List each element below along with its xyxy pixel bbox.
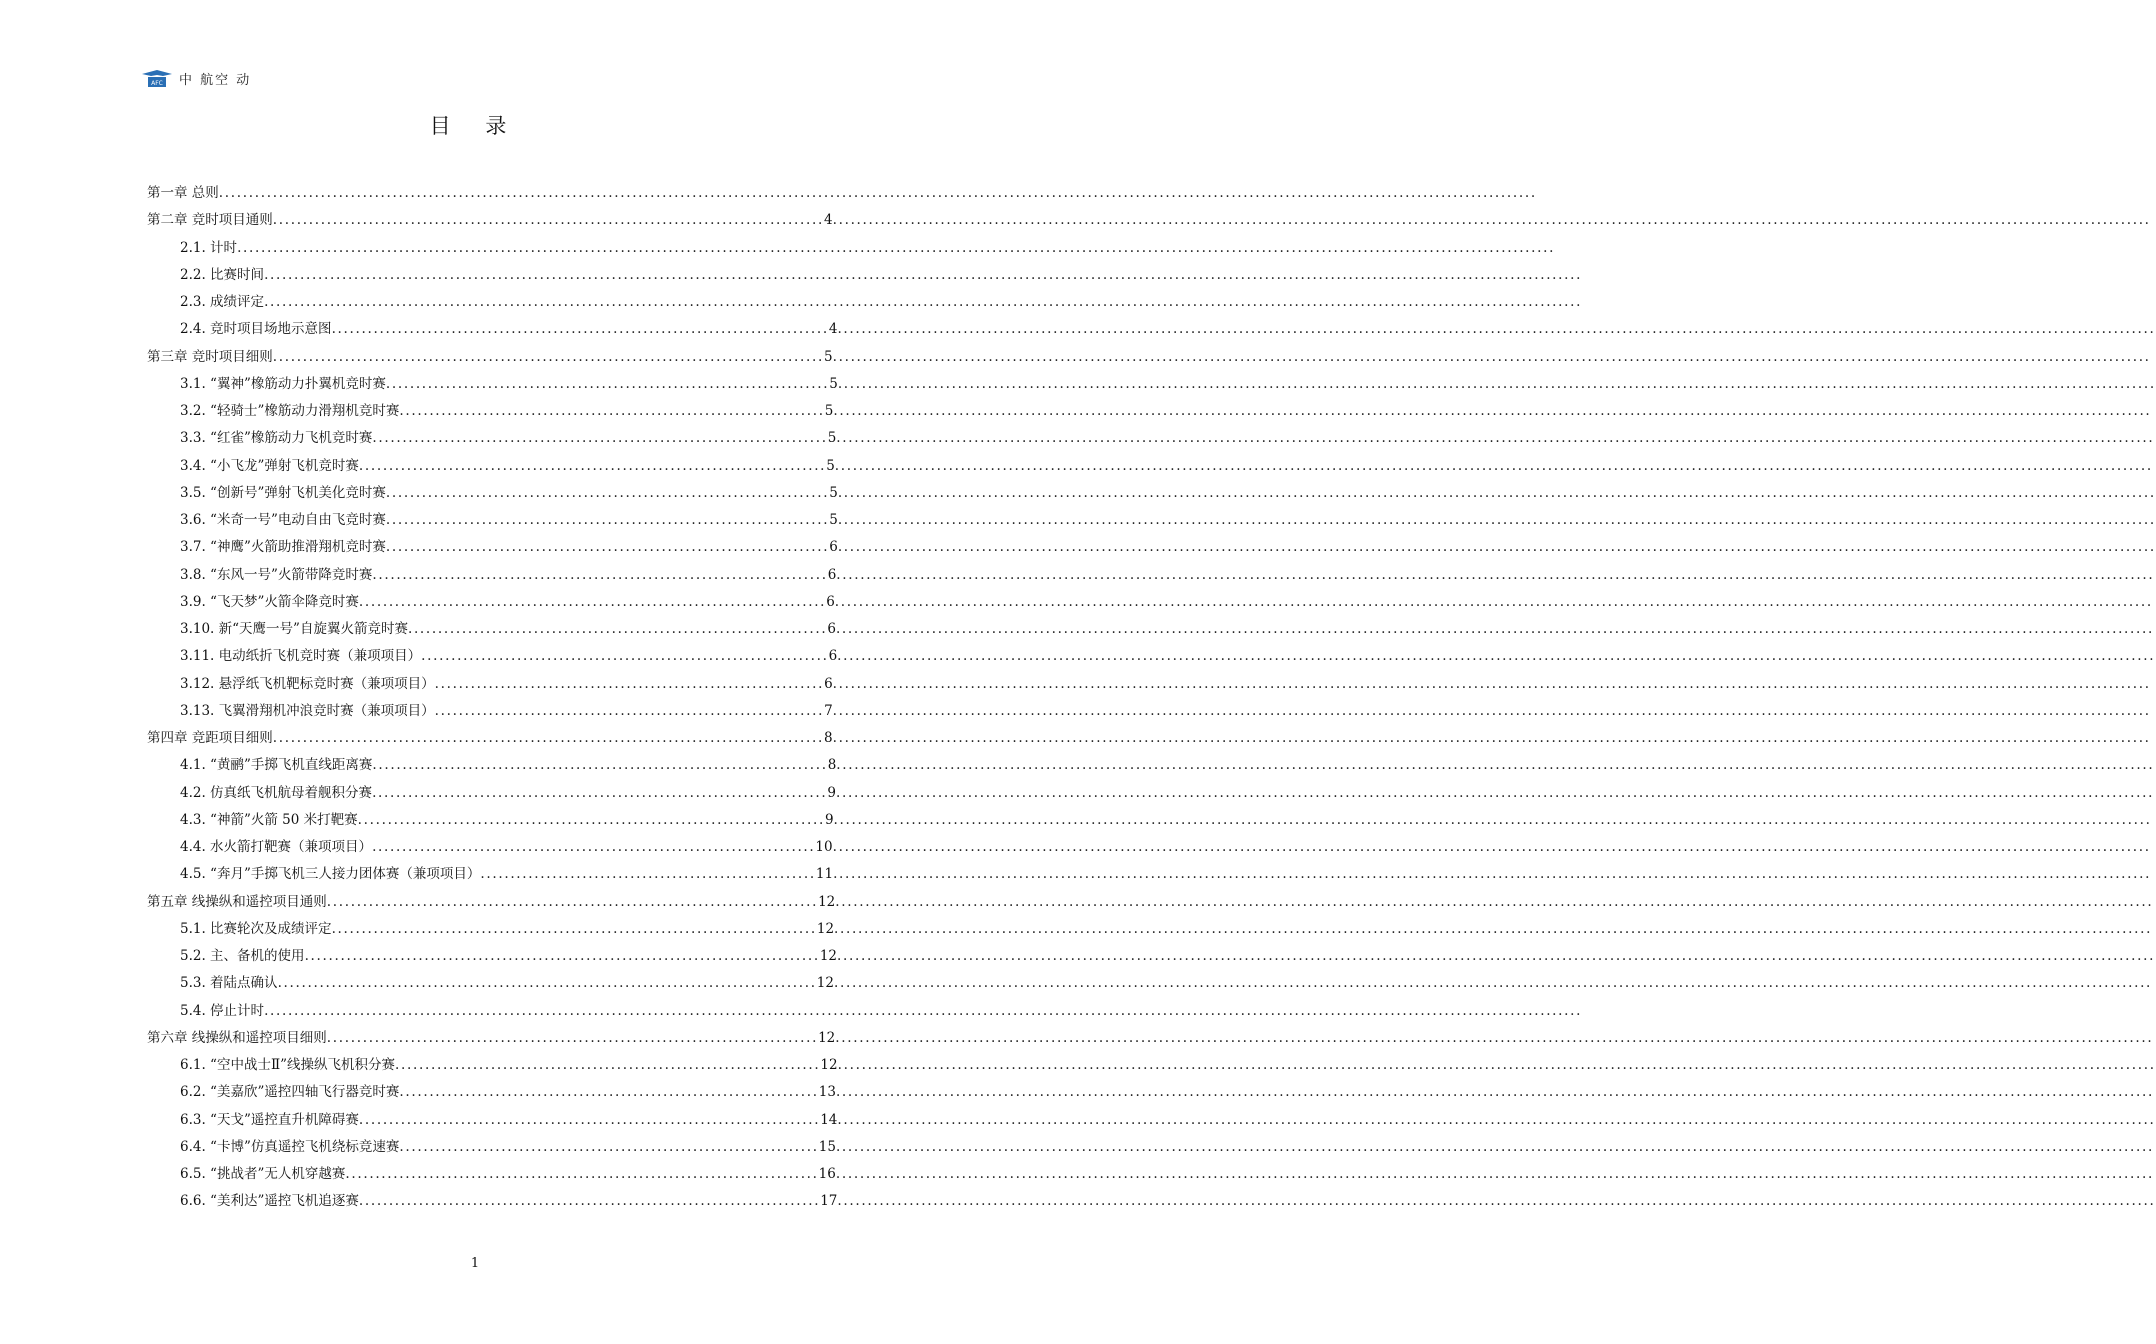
toc-entry[interactable]: [0, 1134, 2155, 1161]
toc-entry-label: 3.9. “飞天梦”火箭伞降竞时赛: [180, 593, 359, 610]
toc-entry[interactable]: [0, 1052, 2156, 1079]
toc-leader-dots: ............................................................................................................................................................................................................................: [837, 321, 2156, 338]
toc-entry-page: 6: [827, 566, 837, 583]
toc-entry[interactable]: [0, 1161, 2154, 1188]
toc-leader-dots: ............................................................................................: [272, 348, 824, 365]
toc-entry[interactable]: [0, 262, 1583, 289]
toc-entry[interactable]: [0, 725, 2151, 752]
toc-entry[interactable]: [0, 507, 2156, 534]
toc-entry-label: 4.3. “神箭”火箭 50 米打靶赛: [180, 811, 358, 828]
toc-entry-label: 3.12. 悬浮纸飞机靶标竞时赛（兼项项目）: [180, 675, 435, 692]
toc-entry-label: 5.2. 主、备机的使用: [180, 948, 305, 964]
toc-entry[interactable]: [0, 589, 2153, 616]
toc-entry-page: 7: [824, 702, 833, 719]
toc-leader-dots: ............................................................................................................................................................................................................................: [836, 566, 2155, 583]
toc-entry[interactable]: [0, 916, 2153, 943]
toc-entry[interactable]: [0, 752, 2155, 779]
toc-entry-label: 6.4. “卡博”仿真遥控飞机绕标竞速赛: [180, 1138, 400, 1155]
toc-entry-label: 6.2. “美嘉欣”遥控四轴飞行器竞时赛: [180, 1084, 400, 1101]
toc-entry-label: 3.8. “东风一号”火箭带降竞时赛: [180, 566, 373, 583]
toc-entry-page: 5: [829, 512, 838, 528]
toc-entry-label: 5.3. 着陆点确认: [180, 975, 278, 992]
toc-leader-dots: ............................................................................................................................................................................................................................: [833, 866, 2152, 883]
toc-entry-page: 8: [827, 757, 837, 774]
toc-entry-label: 4.4. 水火箭打靶赛（兼项项目）: [180, 839, 373, 855]
page-number: 1: [470, 1256, 480, 1271]
toc-leader-dots: ............................................................................................: [272, 212, 824, 229]
toc-entry-label: 第二章 竞时项目通则: [147, 212, 273, 229]
toc-leader-dots: ............................................................................................................................................................................................................................: [837, 948, 2156, 964]
toc-entry-label: 3.10. 新“天鹰一号”自旋翼火箭竞时赛: [180, 621, 408, 637]
toc-leader-dots: ..............................................................................: [358, 593, 827, 610]
toc-entry-label: 3.11. 电动纸折飞机竞时赛（兼项项目）: [180, 648, 422, 665]
toc-entry[interactable]: [0, 861, 2152, 888]
toc-entry[interactable]: [0, 562, 2155, 589]
toc-leader-dots: ..................................................................................: [326, 1029, 819, 1046]
toc-entry[interactable]: [0, 998, 1583, 1025]
toc-leader-dots: ............................................................................................................................................................................................................................: [833, 975, 2153, 992]
toc-leader-dots: ............................................................................................................................................................................................................................: [833, 811, 2152, 828]
toc-leader-dots: ............................................................................................................................................................................................................................: [835, 893, 2154, 910]
toc-leader-dots: ............................................................................................................................................................................................................................: [837, 648, 2156, 665]
toc-entry-label: 3.3. “红雀”橡筋动力飞机竞时赛: [180, 430, 373, 447]
toc-entry-page: 12: [816, 975, 834, 992]
toc-entry-label: 3.4. “小飞龙”弹射飞机竞时赛: [180, 457, 359, 474]
toc-leader-dots: ....................................................................: [421, 648, 829, 665]
toc-leader-dots: ............................................................................................................................................................................................................................: [264, 294, 1583, 310]
toc-leader-dots: ............................................................................................................................................................................................................................: [837, 375, 2156, 392]
toc-leader-dots: ..........................................................................: [372, 839, 816, 855]
toc-entry-label: 6.1. “空中战士Ⅱ”线操纵飞机积分赛: [180, 1057, 396, 1073]
toc-leader-dots: ............................................................................................................................................................................................................................: [832, 348, 2151, 365]
toc-entry-label: 6.3. “天戈”遥控直升机障碍赛: [180, 1111, 359, 1128]
toc-leader-dots: ............................................................................................................................................................................................................................: [264, 1002, 1583, 1019]
toc-leader-dots: ............................................................................................................................................................................................................................: [832, 702, 2151, 719]
page-title: 目 录: [429, 114, 521, 138]
toc-entry[interactable]: [0, 807, 2152, 834]
toc-leader-dots: ............................................................................................................................................................................................................................: [835, 621, 2155, 637]
toc-entry[interactable]: [0, 780, 2155, 807]
toc-entry-page: 9: [824, 811, 834, 828]
toc-entry-page: 6: [828, 648, 838, 665]
toc-leader-dots: ............................................................................................................................................................................................................................: [832, 730, 2151, 746]
toc-entry[interactable]: [0, 698, 2151, 725]
toc-leader-dots: ...................................................................................: [331, 321, 829, 338]
toc-entry[interactable]: [0, 316, 2156, 343]
svg-text:AFC: AFC: [151, 80, 163, 87]
toc-entry-label: 3.6. “米奇一号”电动自由飞竞时赛: [180, 512, 386, 528]
toc-leader-dots: ..........................................................................: [385, 375, 830, 392]
toc-entry-label: 2.1. 计时: [180, 239, 238, 256]
toc-entry-label: 第三章 竞时项目细则: [147, 348, 273, 365]
toc-entry-label: 5.1. 比赛轮次及成绩评定: [180, 920, 332, 937]
toc-leader-dots: ..................................................................................: [326, 893, 819, 910]
toc-leader-dots: ............................................................................................................................................................................................................................: [837, 539, 2156, 556]
toc-entry[interactable]: [0, 453, 2153, 480]
toc-entry-page: 5: [826, 457, 835, 474]
toc-entry-page: 12: [816, 920, 835, 937]
toc-entry-page: 14: [820, 1111, 838, 1128]
toc-entry-label: 第五章 线操纵和遥控项目通则: [147, 893, 327, 910]
toc-entry[interactable]: [0, 1188, 2156, 1215]
toc-leader-dots: ..........................................................................: [385, 484, 830, 501]
toc-leader-dots: ............................................................................................................................................................................................................................: [237, 239, 1556, 256]
toc-leader-dots: .......................................................................: [399, 403, 825, 419]
toc-leader-dots: ............................................................................: [372, 784, 828, 801]
toc-leader-dots: ............................................................................: [372, 566, 828, 583]
toc-leader-dots: .................................................................: [434, 675, 825, 692]
toc-entry-label: 6.6. “美利达”遥控飞机追逐赛: [180, 1193, 359, 1210]
toc-entry[interactable]: [0, 1107, 2156, 1134]
toc-leader-dots: ............................................................................................................................................................................................................................: [837, 512, 2156, 528]
toc-leader-dots: .............................................................................: [358, 1111, 821, 1128]
toc-leader-dots: ......................................................................: [407, 621, 828, 637]
toc-entry-label: 4.1. “黄鹂”手掷飞机直线距离赛: [180, 757, 373, 774]
toc-leader-dots: ............................................................................................................................................................................................................................: [837, 484, 2156, 501]
toc-entry-page: 13: [818, 1084, 836, 1101]
toc-leader-dots: .............................................................................: [358, 1193, 821, 1210]
toc-entry[interactable]: [0, 834, 2151, 861]
toc-entry-page: 9: [827, 784, 836, 801]
toc-leader-dots: ..............................................................................: [357, 811, 825, 828]
toc-entry-page: 16: [818, 1166, 836, 1182]
toc-entry-page: 6: [826, 593, 835, 610]
toc-entry-page: 5: [829, 375, 838, 392]
toc-entry-label: 2.3. 成绩评定: [180, 294, 265, 310]
toc-entry-page: 11: [815, 866, 834, 883]
toc-leader-dots: ...............................................................................: [345, 1166, 819, 1182]
toc-leader-dots: ......................................................................: [399, 1138, 819, 1155]
toc-leader-dots: ............................................................................: [372, 430, 828, 447]
toc-leader-dots: ............................................................................: [372, 757, 828, 774]
toc-entry-page: 12: [818, 1029, 836, 1046]
toc-entry[interactable]: [0, 534, 2156, 561]
toc-leader-dots: ............................................................................................................................................................................................................................: [834, 593, 2153, 610]
toc-entry[interactable]: [0, 207, 2151, 234]
toc-entry-page: 4: [824, 212, 833, 229]
toc-leader-dots: ............................................................................................................................................................................................................................: [835, 1084, 2155, 1101]
toc-leader-dots: ......................................................................: [399, 1084, 819, 1101]
toc-entry-label: 3.13. 飞翼滑翔机冲浪竞时赛（兼项项目）: [180, 702, 435, 719]
org-name: 中 航空 动: [179, 72, 252, 88]
toc-entry[interactable]: [0, 943, 2156, 970]
toc-leader-dots: ............................................................................................: [272, 730, 824, 746]
toc-entry-label: 第六章 线操纵和遥控项目细则: [147, 1029, 327, 1046]
toc-entry-page: 5: [824, 348, 833, 365]
toc-leader-dots: ............................................................................................................................................................................................................................: [835, 1029, 2154, 1046]
toc-entry-label: 第一章 总则: [147, 185, 219, 201]
toc-leader-dots: ............................................................................................................................................................................................................................: [836, 784, 2155, 801]
toc-entry-page: 17: [820, 1193, 838, 1210]
table-of-contents: [0, 180, 2156, 1216]
toc-entry[interactable]: [0, 671, 2151, 698]
toc-leader-dots: ............................................................................................................................................................................................................................: [836, 757, 2155, 774]
toc-leader-dots: .................................................................................: [331, 920, 817, 937]
toc-entry-page: 4: [828, 321, 838, 338]
toc-entry[interactable]: [0, 889, 2154, 916]
toc-leader-dots: .................................................................: [434, 702, 825, 719]
toc-entry[interactable]: [0, 289, 1583, 316]
toc-entry-label: 4.5. “奔月”手掷飞机三人接力团体赛（兼项项目）: [180, 866, 481, 883]
toc-leader-dots: .......................................................................: [395, 1057, 821, 1073]
toc-leader-dots: ............................................................................................................................................................................................................................: [832, 212, 2151, 229]
toc-entry-page: 6: [827, 621, 836, 637]
toc-entry-label: 3.2. “轻骑士”橡筋动力滑翔机竞时赛: [180, 403, 400, 419]
toc-entry-label: 3.5. “创新号”弹射飞机美化竞时赛: [180, 484, 386, 501]
toc-leader-dots: ........................................................: [480, 866, 816, 883]
toc-entry-page: 12: [818, 893, 836, 910]
toc-entry-label: 3.7. “神鹰”火箭助推滑翔机竞时赛: [180, 539, 386, 556]
toc-leader-dots: ..........................................................................................: [277, 975, 817, 992]
toc-leader-dots: ............................................................................................................................................................................................................................: [264, 266, 1583, 283]
toc-leader-dots: ......................................................................................: [304, 948, 820, 964]
toc-leader-dots: ............................................................................................................................................................................................................................: [836, 430, 2155, 447]
toc-leader-dots: ..........................................................................: [385, 539, 830, 556]
toc-entry-page: 5: [829, 484, 838, 501]
toc-entry[interactable]: [0, 616, 2155, 643]
toc-entry-page: 15: [818, 1138, 836, 1155]
toc-entry[interactable]: [0, 371, 2156, 398]
toc-leader-dots: ............................................................................................................................................................................................................................: [218, 185, 1537, 201]
toc-entry[interactable]: [0, 643, 2156, 670]
afc-logo: [141, 66, 173, 90]
toc-leader-dots: ..........................................................................: [385, 512, 830, 528]
toc-entry-page: 6: [824, 675, 833, 692]
toc-entry-label: 2.4. 竞时项目场地示意图: [180, 321, 332, 338]
toc-entry-label: 3.1. “翼神”橡筋动力扑翼机竞时赛: [180, 375, 386, 392]
toc-leader-dots: ............................................................................................................................................................................................................................: [835, 1138, 2155, 1155]
toc-entry[interactable]: [0, 235, 1556, 262]
toc-entry[interactable]: [0, 425, 2155, 452]
toc-entry-page: 5: [824, 403, 834, 419]
toc-entry-page: 10: [815, 839, 833, 855]
toc-leader-dots: ............................................................................................................................................................................................................................: [834, 457, 2153, 474]
toc-entry-label: 6.5. “挑战者”无人机穿越赛: [180, 1166, 346, 1182]
toc-entry-page: 6: [829, 539, 838, 556]
toc-leader-dots: ............................................................................................................................................................................................................................: [837, 1057, 2156, 1073]
toc-leader-dots: ............................................................................................................................................................................................................................: [835, 1166, 2154, 1182]
toc-entry-label: 5.4. 停止计时: [180, 1002, 265, 1019]
toc-entry[interactable]: [0, 1079, 2155, 1106]
toc-entry[interactable]: [0, 970, 2153, 997]
toc-entry-label: 第四章 竞距项目细则: [147, 730, 273, 746]
toc-leader-dots: ............................................................................................................................................................................................................................: [837, 1111, 2156, 1128]
toc-entry[interactable]: [0, 480, 2156, 507]
toc-leader-dots: ............................................................................................................................................................................................................................: [832, 839, 2151, 855]
toc-entry-label: 4.2. 仿真纸飞机航母着舰积分赛: [180, 784, 373, 801]
toc-leader-dots: ............................................................................................................................................................................................................................: [834, 920, 2153, 937]
toc-entry[interactable]: [0, 398, 2152, 425]
toc-entry-label: 2.2. 比赛时间: [180, 266, 265, 283]
toc-leader-dots: ............................................................................................................................................................................................................................: [832, 675, 2151, 692]
toc-entry-page: 12: [820, 1057, 838, 1073]
toc-entry-page: 8: [824, 730, 833, 746]
toc-entry[interactable]: [0, 1025, 2154, 1052]
page-header: [141, 64, 251, 92]
toc-leader-dots: ............................................................................................................................................................................................................................: [833, 403, 2152, 419]
toc-entry-page: 12: [819, 948, 837, 964]
toc-entry[interactable]: [0, 180, 1537, 207]
toc-leader-dots: ............................................................................................................................................................................................................................: [837, 1193, 2156, 1210]
toc-leader-dots: ..............................................................................: [358, 457, 827, 474]
toc-entry-page: 5: [827, 430, 837, 447]
toc-entry[interactable]: [0, 344, 2151, 371]
